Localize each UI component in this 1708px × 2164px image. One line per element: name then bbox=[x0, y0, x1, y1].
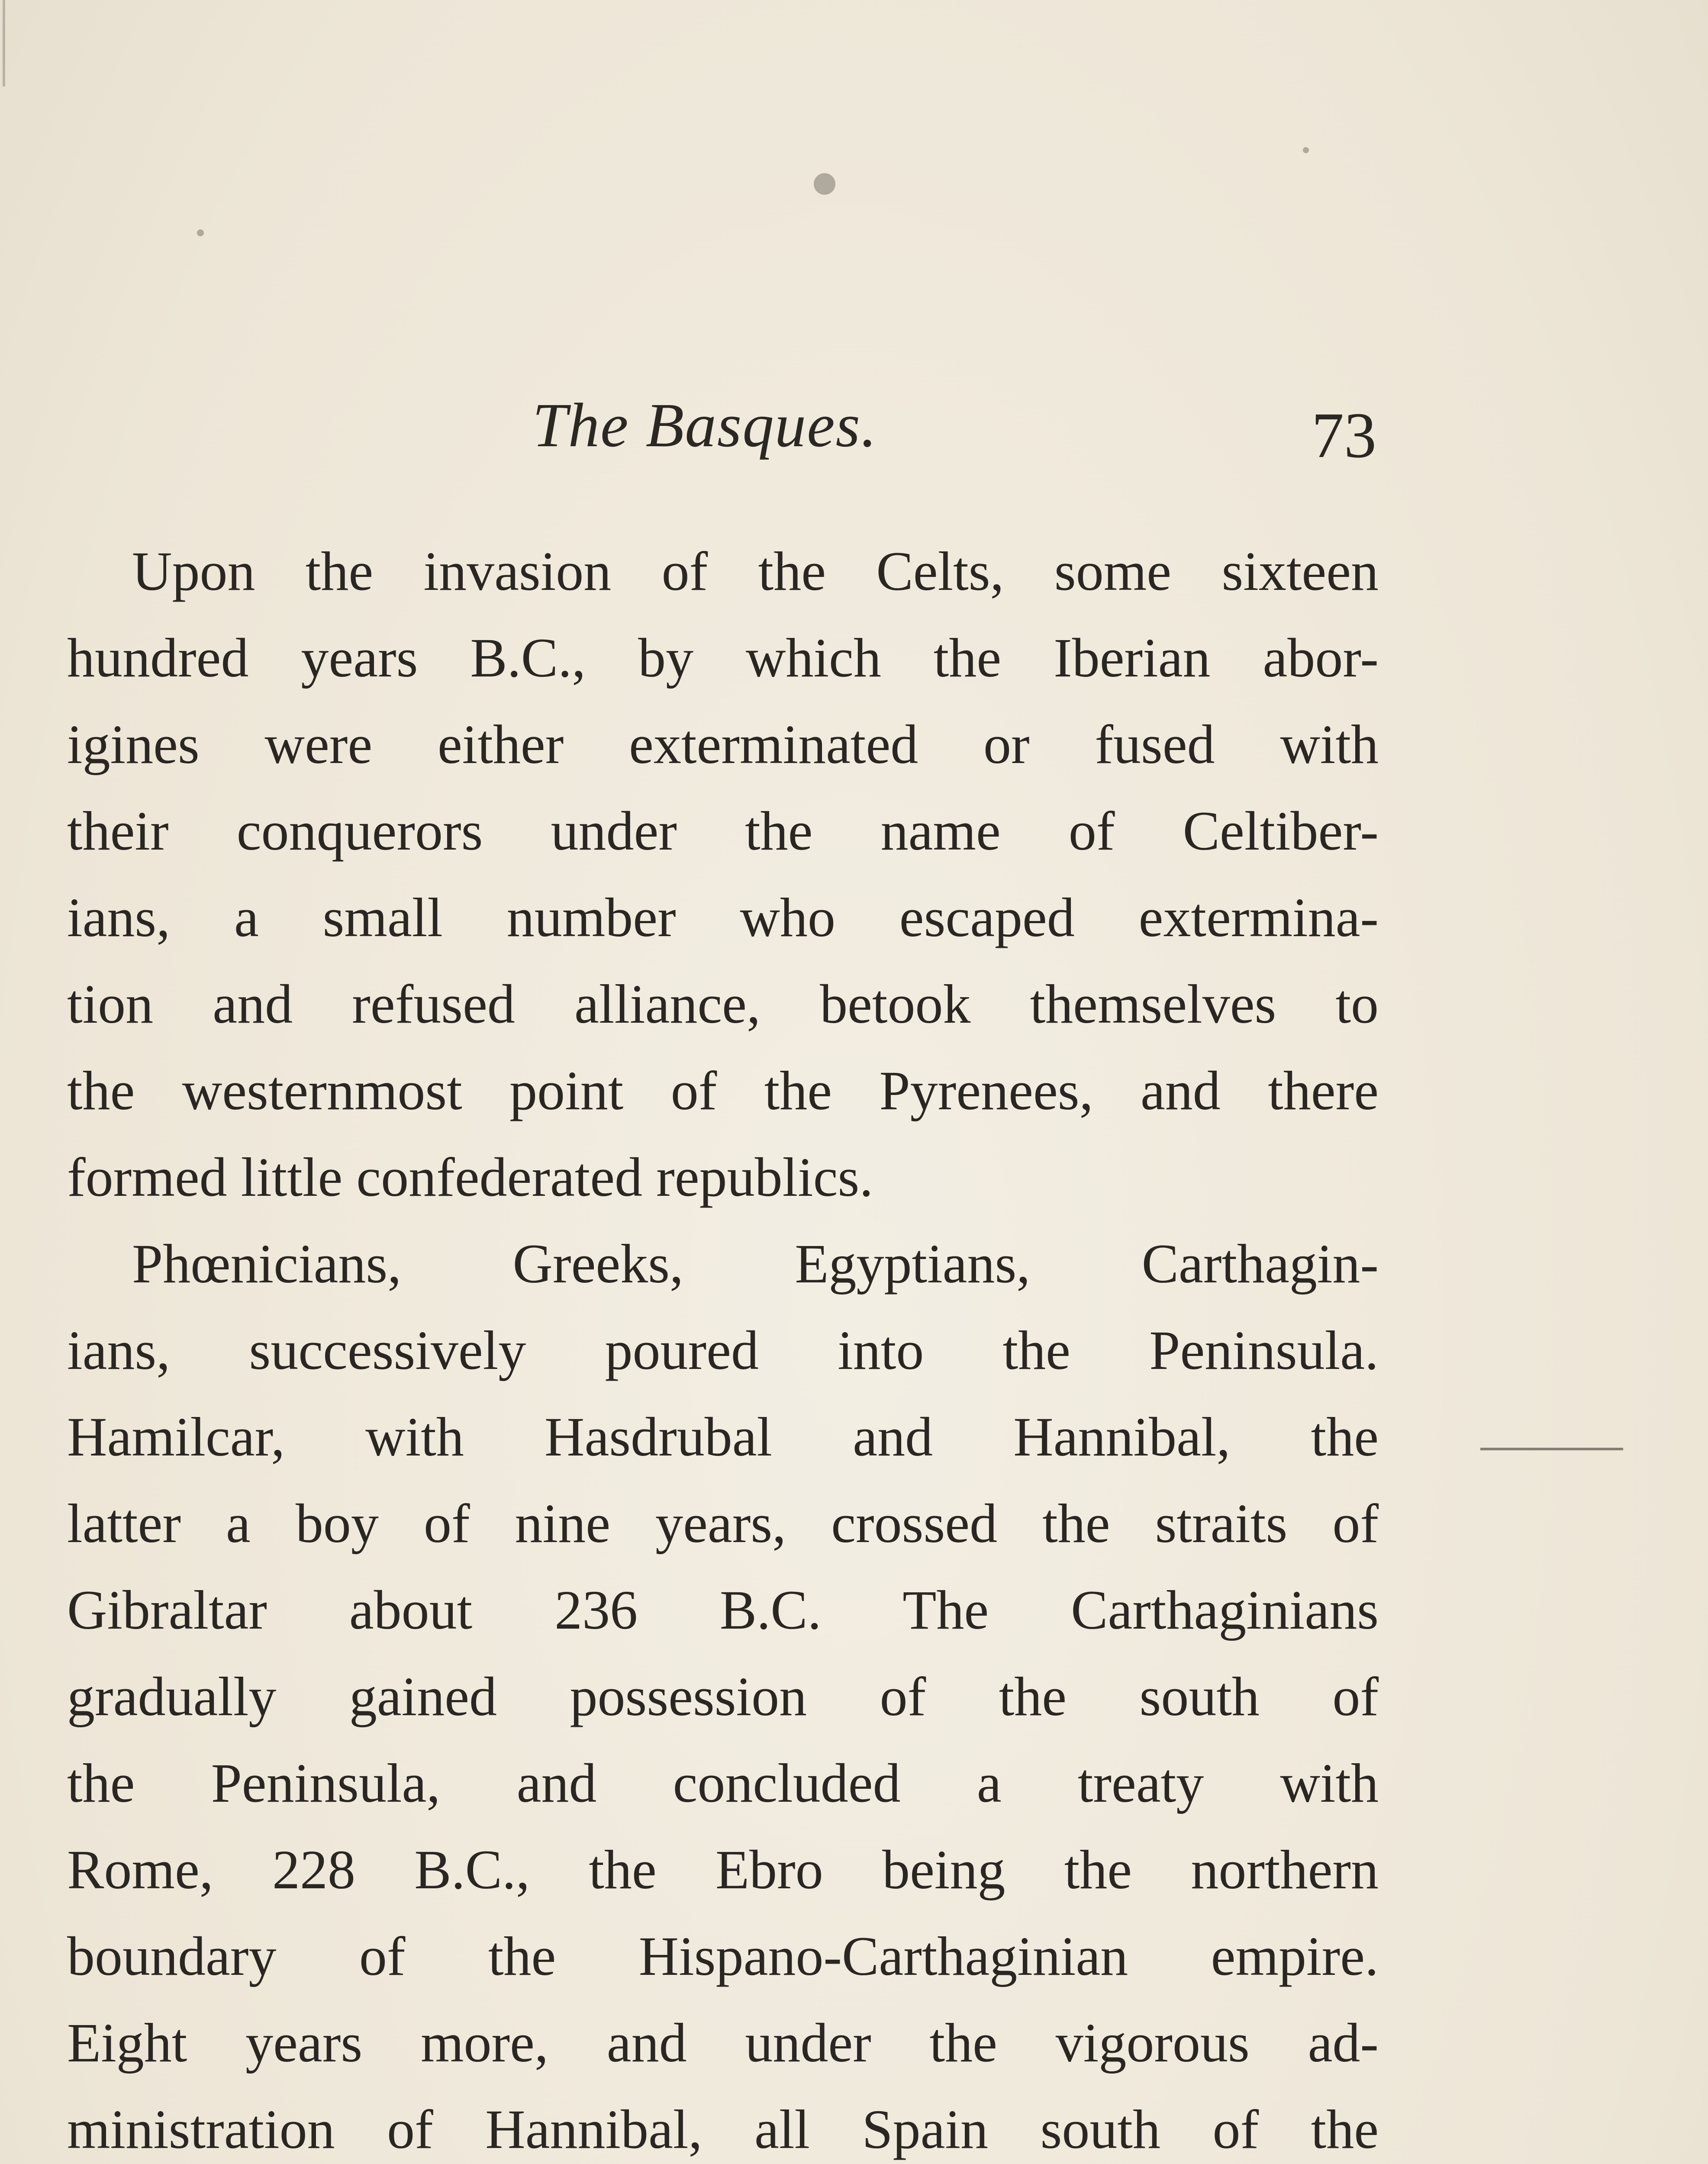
text-line: Hamilcar, with Hasdrubal and Hannibal, the bbox=[67, 1406, 1379, 1468]
text-line: Phœnicians, Greeks, Egyptians, Carthagin- bbox=[132, 1233, 1379, 1295]
paper-speck bbox=[197, 229, 204, 236]
paper-speck bbox=[1303, 147, 1309, 153]
text-line: boundary of the Hispano-Carthaginian empire. bbox=[67, 1926, 1379, 1987]
text-line: igines were either exterminated or fused with bbox=[67, 714, 1379, 775]
running-head-title: The Basques. bbox=[532, 391, 878, 460]
text-line: Upon the invasion of the Celts, some sixteen bbox=[132, 541, 1379, 602]
text-line: tion and refused alliance, betook themselves to bbox=[67, 973, 1379, 1035]
page-number: 73 bbox=[1312, 399, 1376, 471]
text-line: the westernmost point of the Pyrenees, and there bbox=[67, 1060, 1379, 1121]
body-text bbox=[67, 528, 1379, 2164]
text-line: ministration of Hannibal, all Spain south of the bbox=[67, 2099, 1379, 2160]
text-line: their conquerors under the name of Celtiber- bbox=[67, 800, 1379, 862]
text-line: Eight years more, and under the vigorous ad- bbox=[67, 2012, 1379, 2074]
text-line: Rome, 228 B.C., the Ebro being the northern bbox=[67, 1839, 1379, 1900]
text-line: the Peninsula, and concluded a treaty with bbox=[67, 1752, 1379, 1814]
text-line: formed little confederated republics. bbox=[67, 1146, 873, 1208]
text-line: gradually gained possession of the south of bbox=[67, 1666, 1379, 1727]
paper-speck bbox=[814, 173, 835, 195]
text-line: Gibraltar about 236 B.C. The Carthaginians bbox=[67, 1579, 1379, 1641]
text-line: hundred years B.C., by which the Iberian abor- bbox=[67, 627, 1379, 689]
margin-rule bbox=[1480, 1448, 1623, 1450]
text-line: ians, a small number who escaped extermina- bbox=[67, 887, 1379, 948]
text-line: ians, successively poured into the Peninsula. bbox=[67, 1320, 1379, 1381]
text-line: latter a boy of nine years, crossed the straits of bbox=[67, 1493, 1379, 1554]
page-edge-mark bbox=[3, 0, 5, 87]
